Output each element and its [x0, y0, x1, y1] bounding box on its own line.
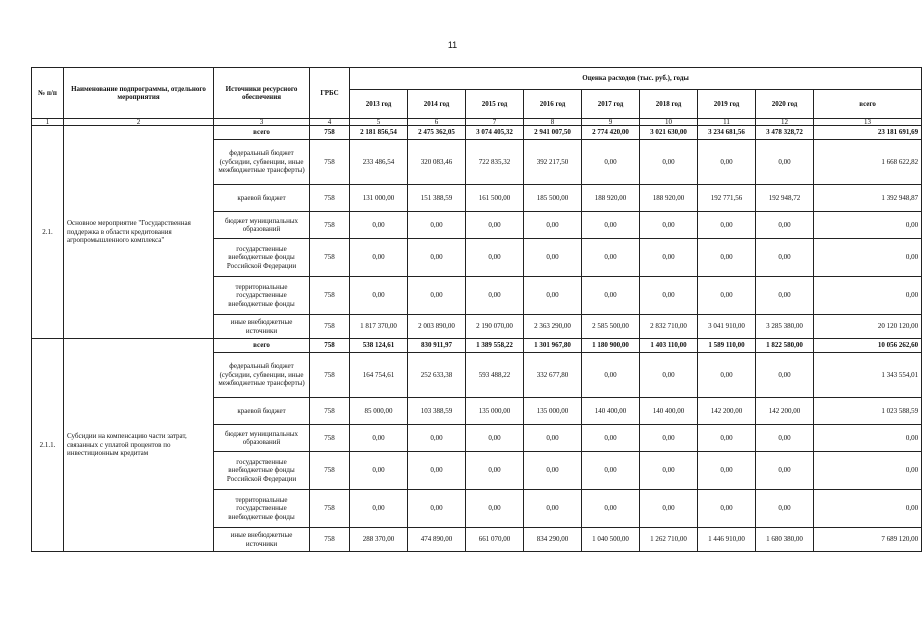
year-value: 0,00: [524, 239, 582, 277]
year-value: 0,00: [756, 140, 814, 185]
year-value: 3 041 910,00: [698, 315, 756, 339]
total-value: 0,00: [814, 425, 922, 452]
funding-source: территориальные государственные внебюджетные фонды: [214, 277, 310, 315]
grbs-code: 758: [310, 452, 350, 490]
year-value: 135 000,00: [466, 398, 524, 425]
column-number: 7: [466, 119, 524, 126]
header-total: всего: [814, 90, 922, 119]
total-value: 0,00: [814, 239, 922, 277]
column-number: 3: [214, 119, 310, 126]
year-value: 2 003 890,00: [408, 315, 466, 339]
grbs-code: 758: [310, 239, 350, 277]
column-number: 5: [350, 119, 408, 126]
year-value: 3 478 328,72: [756, 126, 814, 140]
year-value: 0,00: [350, 425, 408, 452]
year-value: 332 677,80: [524, 353, 582, 398]
total-value: 1 668 622,82: [814, 140, 922, 185]
year-value: 0,00: [408, 425, 466, 452]
year-value: 188 920,00: [640, 185, 698, 212]
header-year: 2013 год: [350, 90, 408, 119]
year-value: 0,00: [582, 277, 640, 315]
header-year: 2015 год: [466, 90, 524, 119]
column-number: 9: [582, 119, 640, 126]
total-value: 20 120 120,00: [814, 315, 922, 339]
year-value: 142 200,00: [756, 398, 814, 425]
year-value: 2 363 290,00: [524, 315, 582, 339]
year-value: 3 234 681,56: [698, 126, 756, 140]
column-number: 6: [408, 119, 466, 126]
year-value: 593 488,22: [466, 353, 524, 398]
funding-source: федеральный бюджет (субсидии, субвенции, иные межбюджетные трансферты): [214, 140, 310, 185]
total-value: 1 023 588,59: [814, 398, 922, 425]
item-name: Основное мероприятие "Государственная поддержка в области кредитования агропромышленного комплекса": [64, 126, 214, 339]
year-value: 0,00: [640, 277, 698, 315]
year-value: 0,00: [408, 490, 466, 528]
grbs-code: 758: [310, 339, 350, 353]
year-value: 135 000,00: [524, 398, 582, 425]
year-value: 233 486,54: [350, 140, 408, 185]
year-value: 252 633,38: [408, 353, 466, 398]
header-grbs: ГРБС: [310, 68, 350, 119]
year-value: 131 000,00: [350, 185, 408, 212]
year-value: 0,00: [524, 452, 582, 490]
year-value: 85 000,00: [350, 398, 408, 425]
column-number-row: [32, 119, 922, 126]
year-value: 1 680 380,00: [756, 528, 814, 552]
year-value: 0,00: [524, 212, 582, 239]
year-value: 140 400,00: [582, 398, 640, 425]
year-value: 0,00: [698, 239, 756, 277]
funding-source: иные внебюджетные источники: [214, 528, 310, 552]
grbs-code: 758: [310, 315, 350, 339]
year-value: 0,00: [466, 239, 524, 277]
year-value: 0,00: [756, 353, 814, 398]
year-value: 0,00: [466, 277, 524, 315]
year-value: 1 180 900,00: [582, 339, 640, 353]
column-number: 10: [640, 119, 698, 126]
header-year: 2020 год: [756, 90, 814, 119]
grbs-code: 758: [310, 126, 350, 140]
year-value: 2 190 070,00: [466, 315, 524, 339]
year-value: 0,00: [582, 452, 640, 490]
year-value: 2 832 710,00: [640, 315, 698, 339]
year-value: 320 083,46: [408, 140, 466, 185]
year-value: 142 200,00: [698, 398, 756, 425]
year-value: 1 262 710,00: [640, 528, 698, 552]
year-value: 185 500,00: [524, 185, 582, 212]
year-value: 161 500,00: [466, 185, 524, 212]
grbs-code: 758: [310, 140, 350, 185]
total-value: 23 181 691,69: [814, 126, 922, 140]
total-value: 7 689 120,00: [814, 528, 922, 552]
year-value: 164 754,61: [350, 353, 408, 398]
total-value: 0,00: [814, 277, 922, 315]
funding-source: федеральный бюджет (субсидии, субвенции, иные межбюджетные трансферты): [214, 353, 310, 398]
header-num: № п/п: [32, 68, 64, 119]
funding-source: территориальные государственные внебюджетные фонды: [214, 490, 310, 528]
funding-source: всего: [214, 126, 310, 140]
column-number: 2: [64, 119, 214, 126]
year-value: 0,00: [698, 212, 756, 239]
year-value: 0,00: [524, 277, 582, 315]
header-source: Источники ресурсного обеспечения: [214, 68, 310, 119]
grbs-code: 758: [310, 425, 350, 452]
year-value: 1 446 910,00: [698, 528, 756, 552]
year-value: 0,00: [350, 277, 408, 315]
header-year: 2016 год: [524, 90, 582, 119]
funding-source: краевой бюджет: [214, 185, 310, 212]
year-value: 0,00: [640, 212, 698, 239]
year-value: 0,00: [640, 353, 698, 398]
year-value: 0,00: [582, 490, 640, 528]
year-value: 0,00: [582, 353, 640, 398]
year-value: 0,00: [698, 277, 756, 315]
total-value: 1 392 948,87: [814, 185, 922, 212]
year-value: 1 040 500,00: [582, 528, 640, 552]
table-row: [32, 126, 922, 140]
year-value: 0,00: [698, 452, 756, 490]
year-value: 2 941 007,50: [524, 126, 582, 140]
year-value: 0,00: [466, 490, 524, 528]
funding-source: бюджет муниципальных образований: [214, 425, 310, 452]
year-value: 1 817 370,00: [350, 315, 408, 339]
year-value: 2 475 362,05: [408, 126, 466, 140]
funding-source: иные внебюджетные источники: [214, 315, 310, 339]
year-value: 192 948,72: [756, 185, 814, 212]
column-number: 8: [524, 119, 582, 126]
year-value: 0,00: [466, 452, 524, 490]
column-number: 11: [698, 119, 756, 126]
grbs-code: 758: [310, 212, 350, 239]
year-value: 0,00: [698, 140, 756, 185]
funding-source: государственные внебюджетные фонды Российской Федерации: [214, 239, 310, 277]
item-name: Субсидии на компенсацию части затрат, связанных с уплатой процентов по инвестиционным кредитам: [64, 339, 214, 552]
year-value: 288 370,00: [350, 528, 408, 552]
year-value: 722 835,32: [466, 140, 524, 185]
year-value: 0,00: [582, 425, 640, 452]
year-value: 0,00: [582, 212, 640, 239]
header-year: 2017 год: [582, 90, 640, 119]
funding-source: всего: [214, 339, 310, 353]
year-value: 0,00: [756, 490, 814, 528]
column-number: 12: [756, 119, 814, 126]
year-value: 0,00: [698, 490, 756, 528]
header-name: Наименование подпрограммы, отдельного мероприятия: [64, 68, 214, 119]
year-value: 538 124,61: [350, 339, 408, 353]
column-number: 13: [814, 119, 922, 126]
year-value: 0,00: [640, 140, 698, 185]
year-value: 0,00: [640, 490, 698, 528]
header-estimate: Оценка расходов (тыс. руб.), годы: [350, 68, 922, 90]
year-value: 0,00: [756, 452, 814, 490]
header-year: 2014 год: [408, 90, 466, 119]
year-value: 3 074 405,32: [466, 126, 524, 140]
year-value: 0,00: [408, 239, 466, 277]
year-value: 1 822 580,00: [756, 339, 814, 353]
header-year: 2019 год: [698, 90, 756, 119]
year-value: 830 911,97: [408, 339, 466, 353]
total-value: 0,00: [814, 212, 922, 239]
year-value: 0,00: [582, 140, 640, 185]
year-value: 0,00: [756, 425, 814, 452]
year-value: 188 920,00: [582, 185, 640, 212]
year-value: 140 400,00: [640, 398, 698, 425]
year-value: 103 388,59: [408, 398, 466, 425]
year-value: 0,00: [350, 490, 408, 528]
column-number: 4: [310, 119, 350, 126]
year-value: 0,00: [640, 239, 698, 277]
year-value: 0,00: [640, 452, 698, 490]
year-value: 3 021 630,00: [640, 126, 698, 140]
item-index: 2.1.1.: [32, 339, 64, 552]
year-value: 0,00: [466, 425, 524, 452]
funding-source: бюджет муниципальных образований: [214, 212, 310, 239]
year-value: 0,00: [350, 212, 408, 239]
year-value: 151 388,59: [408, 185, 466, 212]
grbs-code: 758: [310, 353, 350, 398]
grbs-code: 758: [310, 277, 350, 315]
year-value: 1 301 967,80: [524, 339, 582, 353]
year-value: 1 589 110,00: [698, 339, 756, 353]
table-row: [32, 339, 922, 353]
year-value: 0,00: [524, 490, 582, 528]
budget-table: [31, 67, 922, 552]
year-value: 0,00: [408, 452, 466, 490]
total-value: 0,00: [814, 490, 922, 528]
year-value: 0,00: [524, 425, 582, 452]
item-index: 2.1.: [32, 126, 64, 339]
year-value: 0,00: [698, 353, 756, 398]
year-value: 0,00: [350, 452, 408, 490]
column-number: 1: [32, 119, 64, 126]
year-value: 392 217,50: [524, 140, 582, 185]
year-value: 0,00: [350, 239, 408, 277]
year-value: 0,00: [582, 239, 640, 277]
funding-source: государственные внебюджетные фонды Российской Федерации: [214, 452, 310, 490]
grbs-code: 758: [310, 185, 350, 212]
grbs-code: 758: [310, 490, 350, 528]
year-value: 474 890,00: [408, 528, 466, 552]
year-value: 0,00: [466, 212, 524, 239]
year-value: 2 181 856,54: [350, 126, 408, 140]
header-year: 2018 год: [640, 90, 698, 119]
year-value: 0,00: [756, 212, 814, 239]
year-value: 0,00: [698, 425, 756, 452]
page-number: 11: [447, 40, 458, 50]
total-value: 1 343 554,01: [814, 353, 922, 398]
funding-source: краевой бюджет: [214, 398, 310, 425]
year-value: 2 585 500,00: [582, 315, 640, 339]
year-value: 834 290,00: [524, 528, 582, 552]
grbs-code: 758: [310, 528, 350, 552]
year-value: 0,00: [408, 212, 466, 239]
year-value: 2 774 420,00: [582, 126, 640, 140]
grbs-code: 758: [310, 398, 350, 425]
total-value: 0,00: [814, 452, 922, 490]
total-value: 10 056 262,60: [814, 339, 922, 353]
year-value: 192 771,56: [698, 185, 756, 212]
year-value: 1 403 110,00: [640, 339, 698, 353]
year-value: 661 070,00: [466, 528, 524, 552]
year-value: 1 389 558,22: [466, 339, 524, 353]
year-value: 0,00: [756, 239, 814, 277]
year-value: 0,00: [408, 277, 466, 315]
year-value: 0,00: [756, 277, 814, 315]
year-value: 3 285 380,00: [756, 315, 814, 339]
year-value: 0,00: [640, 425, 698, 452]
